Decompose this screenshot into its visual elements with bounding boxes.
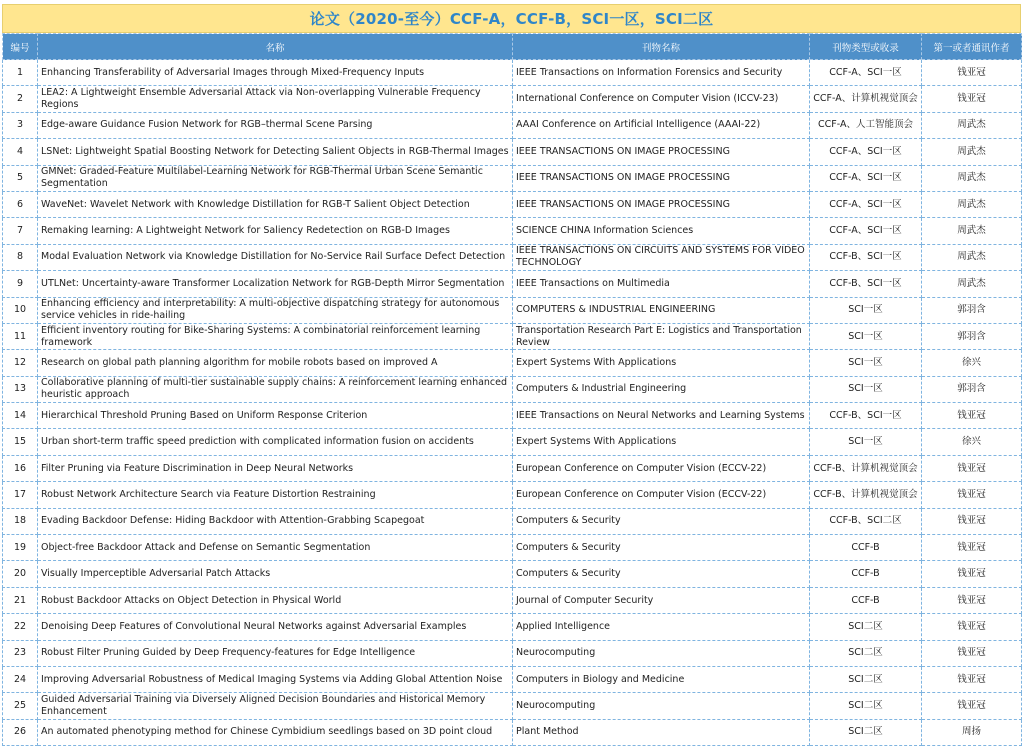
table-row xyxy=(3,561,1022,587)
header-title: 名称 xyxy=(38,34,513,60)
table-row xyxy=(3,455,1022,481)
table-row xyxy=(3,112,1022,138)
row-id: 23 xyxy=(3,640,38,666)
author-name: 钱亚冠 xyxy=(922,482,1022,508)
table-row xyxy=(3,86,1022,112)
row-id: 25 xyxy=(3,693,38,719)
row-id: 17 xyxy=(3,482,38,508)
table-row xyxy=(3,271,1022,297)
publication-type: CCF-A、人工智能顶会 xyxy=(810,112,922,138)
publication-name: IEEE TRANSACTIONS ON CIRCUITS AND SYSTEMS FOR VIDEO TECHNOLOGY xyxy=(513,244,810,270)
table-row xyxy=(3,244,1022,270)
row-id: 7 xyxy=(3,218,38,244)
table-row xyxy=(3,218,1022,244)
publication-type: SCI二区 xyxy=(810,614,922,640)
row-id: 20 xyxy=(3,561,38,587)
row-id: 6 xyxy=(3,191,38,217)
paper-title: LSNet: Lightweight Spatial Boosting Network for Detecting Salient Objects in RGB-Thermal Images xyxy=(38,139,513,165)
table-row xyxy=(3,139,1022,165)
row-id: 10 xyxy=(3,297,38,323)
paper-title: GMNet: Graded-Feature Multilabel-Learning Network for RGB-Thermal Urban Scene Semantic Segmentation xyxy=(38,165,513,191)
row-id: 12 xyxy=(3,350,38,376)
table-row xyxy=(3,191,1022,217)
table-row xyxy=(3,376,1022,402)
header-author: 第一或者通讯作者 xyxy=(922,34,1022,60)
author-name: 钱亚冠 xyxy=(922,86,1022,112)
publication-name: International Conference on Computer Vision (ICCV-23) xyxy=(513,86,810,112)
paper-title: Edge-aware Guidance Fusion Network for RGB–thermal Scene Parsing xyxy=(38,112,513,138)
row-id: 14 xyxy=(3,403,38,429)
paper-title: Robust Filter Pruning Guided by Deep Frequency-features for Edge Intelligence xyxy=(38,640,513,666)
author-name: 周武杰 xyxy=(922,139,1022,165)
row-id: 15 xyxy=(3,429,38,455)
publication-type: CCF-A、SCI一区 xyxy=(810,60,922,86)
publication-name: Applied Intelligence xyxy=(513,614,810,640)
row-id: 18 xyxy=(3,508,38,534)
paper-title: Visually Imperceptible Adversarial Patch Attacks xyxy=(38,561,513,587)
paper-title: Denoising Deep Features of Convolutional Neural Networks against Adversarial Examples xyxy=(38,614,513,640)
table-row xyxy=(3,165,1022,191)
author-name: 钱亚冠 xyxy=(922,561,1022,587)
paper-list-sheet xyxy=(2,4,1021,746)
author-name: 周武杰 xyxy=(922,244,1022,270)
row-id: 4 xyxy=(3,139,38,165)
row-id: 19 xyxy=(3,535,38,561)
publication-name: Computers & Security xyxy=(513,535,810,561)
publication-type: CCF-B、计算机视觉顶会 xyxy=(810,482,922,508)
row-id: 21 xyxy=(3,587,38,613)
row-id: 3 xyxy=(3,112,38,138)
author-name: 郭羽含 xyxy=(922,297,1022,323)
table-row xyxy=(3,535,1022,561)
publication-name: IEEE Transactions on Multimedia xyxy=(513,271,810,297)
paper-title: Evading Backdoor Defense: Hiding Backdoor with Attention-Grabbing Scapegoat xyxy=(38,508,513,534)
table-row xyxy=(3,508,1022,534)
publication-type: CCF-B、SCI一区 xyxy=(810,244,922,270)
publication-type: CCF-A、SCI一区 xyxy=(810,218,922,244)
table-row xyxy=(3,693,1022,719)
paper-title: Efficient inventory routing for Bike-Sharing Systems: A combinatorial reinforcement learning framework xyxy=(38,323,513,349)
publication-name: IEEE Transactions on Neural Networks and Learning Systems xyxy=(513,403,810,429)
publication-name: Journal of Computer Security xyxy=(513,587,810,613)
author-name: 徐兴 xyxy=(922,429,1022,455)
publication-type: CCF-B xyxy=(810,561,922,587)
publication-name: Expert Systems With Applications xyxy=(513,350,810,376)
table-row xyxy=(3,350,1022,376)
publication-name: COMPUTERS & INDUSTRIAL ENGINEERING xyxy=(513,297,810,323)
paper-title: Enhancing efficiency and interpretability: A multi-objective dispatching strategy for autonomous service vehicles in ride-hailing xyxy=(38,297,513,323)
publication-name: IEEE Transactions on Information Forensics and Security xyxy=(513,60,810,86)
author-name: 钱亚冠 xyxy=(922,535,1022,561)
paper-title: An automated phenotyping method for Chinese Cymbidium seedlings based on 3D point cloud xyxy=(38,719,513,745)
row-id: 2 xyxy=(3,86,38,112)
header-id: 编号 xyxy=(3,34,38,60)
publication-type: SCI一区 xyxy=(810,429,922,455)
sheet-title: 论文（2020-至今）CCF-A，CCF-B，SCI一区，SCI二区 xyxy=(2,4,1021,33)
author-name: 郭羽含 xyxy=(922,323,1022,349)
table-row xyxy=(3,323,1022,349)
author-name: 钱亚冠 xyxy=(922,455,1022,481)
row-id: 5 xyxy=(3,165,38,191)
header-publication: 刊物名称 xyxy=(513,34,810,60)
row-id: 16 xyxy=(3,455,38,481)
publication-name: Computers & Security xyxy=(513,508,810,534)
table-row xyxy=(3,640,1022,666)
table-row xyxy=(3,482,1022,508)
paper-title: UTLNet: Uncertainty-aware Transformer Localization Network for RGB-Depth Mirror Segmentation xyxy=(38,271,513,297)
paper-title: Robust Network Architecture Search via Feature Distortion Restraining xyxy=(38,482,513,508)
paper-title: Hierarchical Threshold Pruning Based on Uniform Response Criterion xyxy=(38,403,513,429)
paper-title: LEA2: A Lightweight Ensemble Adversarial Attack via Non-overlapping Vulnerable Frequency Regions xyxy=(38,86,513,112)
header-type: 刊物类型或收录 xyxy=(810,34,922,60)
author-name: 钱亚冠 xyxy=(922,614,1022,640)
author-name: 周武杰 xyxy=(922,271,1022,297)
table-row xyxy=(3,587,1022,613)
paper-table xyxy=(2,33,1022,746)
publication-name: IEEE TRANSACTIONS ON IMAGE PROCESSING xyxy=(513,139,810,165)
paper-title: Modal Evaluation Network via Knowledge Distillation for No-Service Rail Surface Defect Detection xyxy=(38,244,513,270)
author-name: 钱亚冠 xyxy=(922,60,1022,86)
publication-name: AAAI Conference on Artificial Intelligence (AAAI-22) xyxy=(513,112,810,138)
author-name: 周扬 xyxy=(922,719,1022,745)
author-name: 周武杰 xyxy=(922,218,1022,244)
author-name: 周武杰 xyxy=(922,112,1022,138)
publication-name: IEEE TRANSACTIONS ON IMAGE PROCESSING xyxy=(513,165,810,191)
publication-type: CCF-B xyxy=(810,587,922,613)
table-row xyxy=(3,429,1022,455)
row-id: 22 xyxy=(3,614,38,640)
row-id: 26 xyxy=(3,719,38,745)
publication-type: CCF-A、SCI一区 xyxy=(810,139,922,165)
paper-title: Robust Backdoor Attacks on Object Detection in Physical World xyxy=(38,587,513,613)
publication-type: SCI二区 xyxy=(810,640,922,666)
publication-name: IEEE TRANSACTIONS ON IMAGE PROCESSING xyxy=(513,191,810,217)
publication-type: CCF-A、SCI一区 xyxy=(810,191,922,217)
publication-type: CCF-B、计算机视觉顶会 xyxy=(810,455,922,481)
publication-type: SCI一区 xyxy=(810,297,922,323)
paper-title: Filter Pruning via Feature Discrimination in Deep Neural Networks xyxy=(38,455,513,481)
paper-title: Object-free Backdoor Attack and Defense on Semantic Segmentation xyxy=(38,535,513,561)
publication-name: Computers & Security xyxy=(513,561,810,587)
paper-title: WaveNet: Wavelet Network with Knowledge Distillation for RGB-T Salient Object Detection xyxy=(38,191,513,217)
author-name: 钱亚冠 xyxy=(922,587,1022,613)
publication-type: SCI二区 xyxy=(810,693,922,719)
author-name: 郭羽含 xyxy=(922,376,1022,402)
table-row xyxy=(3,666,1022,692)
row-id: 24 xyxy=(3,666,38,692)
publication-type: SCI一区 xyxy=(810,376,922,402)
author-name: 钱亚冠 xyxy=(922,640,1022,666)
publication-name: European Conference on Computer Vision (ECCV-22) xyxy=(513,482,810,508)
paper-title: Guided Adversarial Training via Diversely Aligned Decision Boundaries and Historical Memory Enhancement xyxy=(38,693,513,719)
publication-name: Computers in Biology and Medicine xyxy=(513,666,810,692)
publication-type: SCI二区 xyxy=(810,666,922,692)
publication-name: Computers & Industrial Engineering xyxy=(513,376,810,402)
author-name: 周武杰 xyxy=(922,165,1022,191)
table-row xyxy=(3,614,1022,640)
paper-title: Improving Adversarial Robustness of Medical Imaging Systems via Adding Global Attention Noise xyxy=(38,666,513,692)
publication-type: CCF-B、SCI一区 xyxy=(810,403,922,429)
author-name: 钱亚冠 xyxy=(922,666,1022,692)
publication-type: CCF-B、SCI二区 xyxy=(810,508,922,534)
publication-name: Neurocomputing xyxy=(513,693,810,719)
table-header-row xyxy=(3,34,1022,60)
table-row xyxy=(3,719,1022,745)
publication-type: SCI二区 xyxy=(810,719,922,745)
publication-type: SCI一区 xyxy=(810,323,922,349)
author-name: 钱亚冠 xyxy=(922,403,1022,429)
paper-title: Remaking learning: A Lightweight Network for Saliency Redetection on RGB-D Images xyxy=(38,218,513,244)
publication-name: SCIENCE CHINA Information Sciences xyxy=(513,218,810,244)
author-name: 徐兴 xyxy=(922,350,1022,376)
publication-name: Plant Method xyxy=(513,719,810,745)
publication-name: European Conference on Computer Vision (ECCV-22) xyxy=(513,455,810,481)
publication-type: CCF-A、SCI一区 xyxy=(810,165,922,191)
row-id: 1 xyxy=(3,60,38,86)
publication-name: Expert Systems With Applications xyxy=(513,429,810,455)
paper-title: Urban short-term traffic speed prediction with complicated information fusion on accidents xyxy=(38,429,513,455)
publication-type: CCF-B xyxy=(810,535,922,561)
publication-type: CCF-B、SCI一区 xyxy=(810,271,922,297)
row-id: 11 xyxy=(3,323,38,349)
publication-type: SCI一区 xyxy=(810,350,922,376)
author-name: 钱亚冠 xyxy=(922,508,1022,534)
table-row xyxy=(3,403,1022,429)
publication-name: Neurocomputing xyxy=(513,640,810,666)
author-name: 钱亚冠 xyxy=(922,693,1022,719)
author-name: 周武杰 xyxy=(922,191,1022,217)
paper-title: Enhancing Transferability of Adversarial Images through Mixed-Frequency Inputs xyxy=(38,60,513,86)
publication-type: CCF-A、计算机视觉顶会 xyxy=(810,86,922,112)
row-id: 9 xyxy=(3,271,38,297)
row-id: 13 xyxy=(3,376,38,402)
table-row xyxy=(3,60,1022,86)
table-row xyxy=(3,297,1022,323)
paper-title: Collaborative planning of multi-tier sustainable supply chains: A reinforcement learning enhanced heuristic approach xyxy=(38,376,513,402)
row-id: 8 xyxy=(3,244,38,270)
paper-title: Research on global path planning algorithm for mobile robots based on improved A xyxy=(38,350,513,376)
publication-name: Transportation Research Part E: Logistics and Transportation Review xyxy=(513,323,810,349)
